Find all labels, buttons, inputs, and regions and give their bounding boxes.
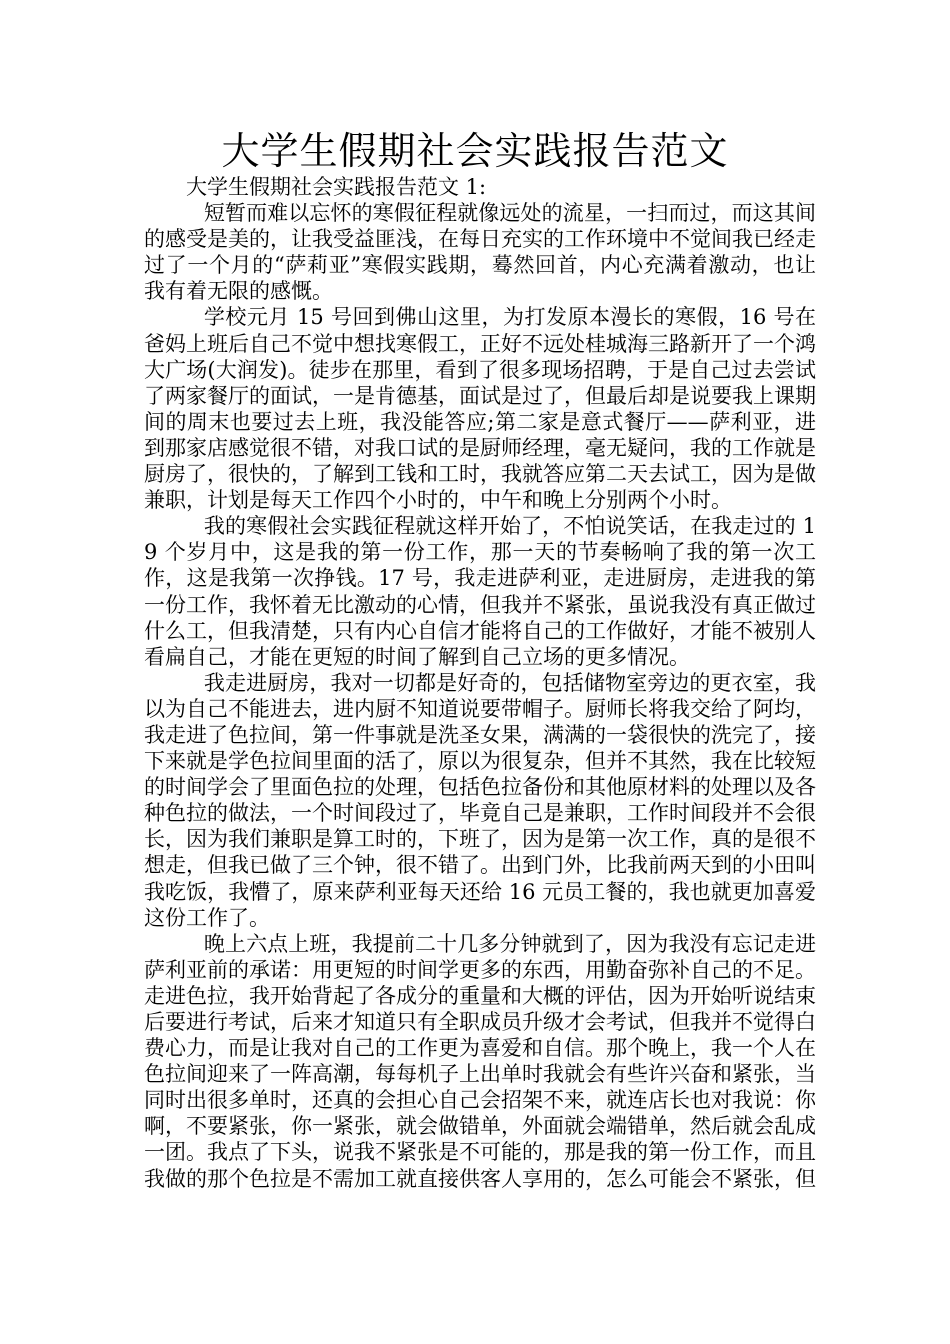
paragraph: 学校元月 15 号回到佛山这里，为打发原本漫长的寒假，16 号在爸妈上班后自己不觉中想找寒假工，正好不远处桂城海三路新开了一个鸿大广场(大润发)。徒步在那里，看到了很多现场招聘，于是自己过去尝试了两家餐厅的面试，一是肯德基，面试是过了，但最后却是说要我上课期间的周末也要过去上班，我没能答应;第二家是意式餐厅——萨利亚，进到那家店感觉很不错，对我口试的是厨师经理，毫无疑问，我的工作就是厨房了，很快的，了解到工钱和工时，我就答应第二天去试工，因为是做兼职，计划是每天工作四个小时的，中午和晚上分别两个小时。 bbox=[144, 305, 816, 513]
paragraph: 短暂而难以忘怀的寒假征程就像远处的流星，一扫而过，而这其间的感受是美的，让我受益匪浅，在每日充实的工作环境中不觉间我已经走过了一个月的“萨莉亚”寒假实践期，蓦然回首，内心充满着激动，也让我有着无限的感慨。 bbox=[144, 201, 816, 304]
section-heading: 大学生假期社会实践报告范文 1: bbox=[186, 175, 487, 199]
paragraph: 我走进厨房，我对一切都是好奇的，包括储物室旁边的更衣室，我以为自己不能进去，进内厨不知道说要带帽子。厨师长将我交给了阿均，我走进了色拉间，第一件事就是洗圣女果，满满的一袋很快的洗完了，接下来就是学色拉间里面的活了，原以为很复杂，但并不其然，我在比较短的时间学会了里面色拉的处理，包括色拉备份和其他原材料的处理以及各种色拉的做法，一个时间段过了，毕竟自己是兼职，工作时间段并不会很长，因为我们兼职是算工时的，下班了，因为是第一次工作，真的是很不想走，但我已做了三个钟，很不错了。出到门外，比我前两天到的小田叫我吃饭，我懵了，原来萨利亚每天还给 16 元员工餐的，我也就更加喜爱这份工作了。 bbox=[144, 670, 816, 930]
paragraph: 晚上六点上班，我提前二十几多分钟就到了，因为我没有忘记走进萨利亚前的承诺：用更短的时间学更多的东西，用勤奋弥补自己的不足。走进色拉，我开始背起了各成分的重量和大概的评估，因为开始听说结束后要进行考试，后来才知道只有全职成员升级才会考试，但我并不觉得白费心力，而是让我对自己的工作更为喜爱和自信。那个晚上，我一个人在色拉间迎来了一阵高潮，每每机子上出单时我就会有些许兴奋和紧张，当同时出很多单时，还真的会担心自己会招架不来，就连店长也对我说：你啊，不要紧张，你一紧张，就会做错单，外面就会端错单，然后就会乱成一团。我点了下头，说我不紧张是不可能的，那是我的第一份工作，而且我做的那个色拉是不需加工就直接供客人享用的，怎么可能会不紧张，但 bbox=[144, 931, 816, 1191]
document-title: 大学生假期社会实践报告范文 bbox=[221, 129, 729, 173]
document-body bbox=[144, 174, 816, 1192]
paragraph: 我的寒假社会实践征程就这样开始了，不怕说笑话，在我走过的 19 个岁月中，这是我的第一份工作，那一天的节奏畅响了我的第一次工作，这是我第一次挣钱。17 号，我走进萨利亚，走进厨房，走进我的第一份工作，我怀着无比激动的心情，但我并不紧张，虽说我没有真正做过什么工，但我清楚，只有内心自信才能将自己的工作做好，才能不被别人看扁自己，才能在更短的时间了解到自己立场的更多情况。 bbox=[144, 514, 816, 669]
